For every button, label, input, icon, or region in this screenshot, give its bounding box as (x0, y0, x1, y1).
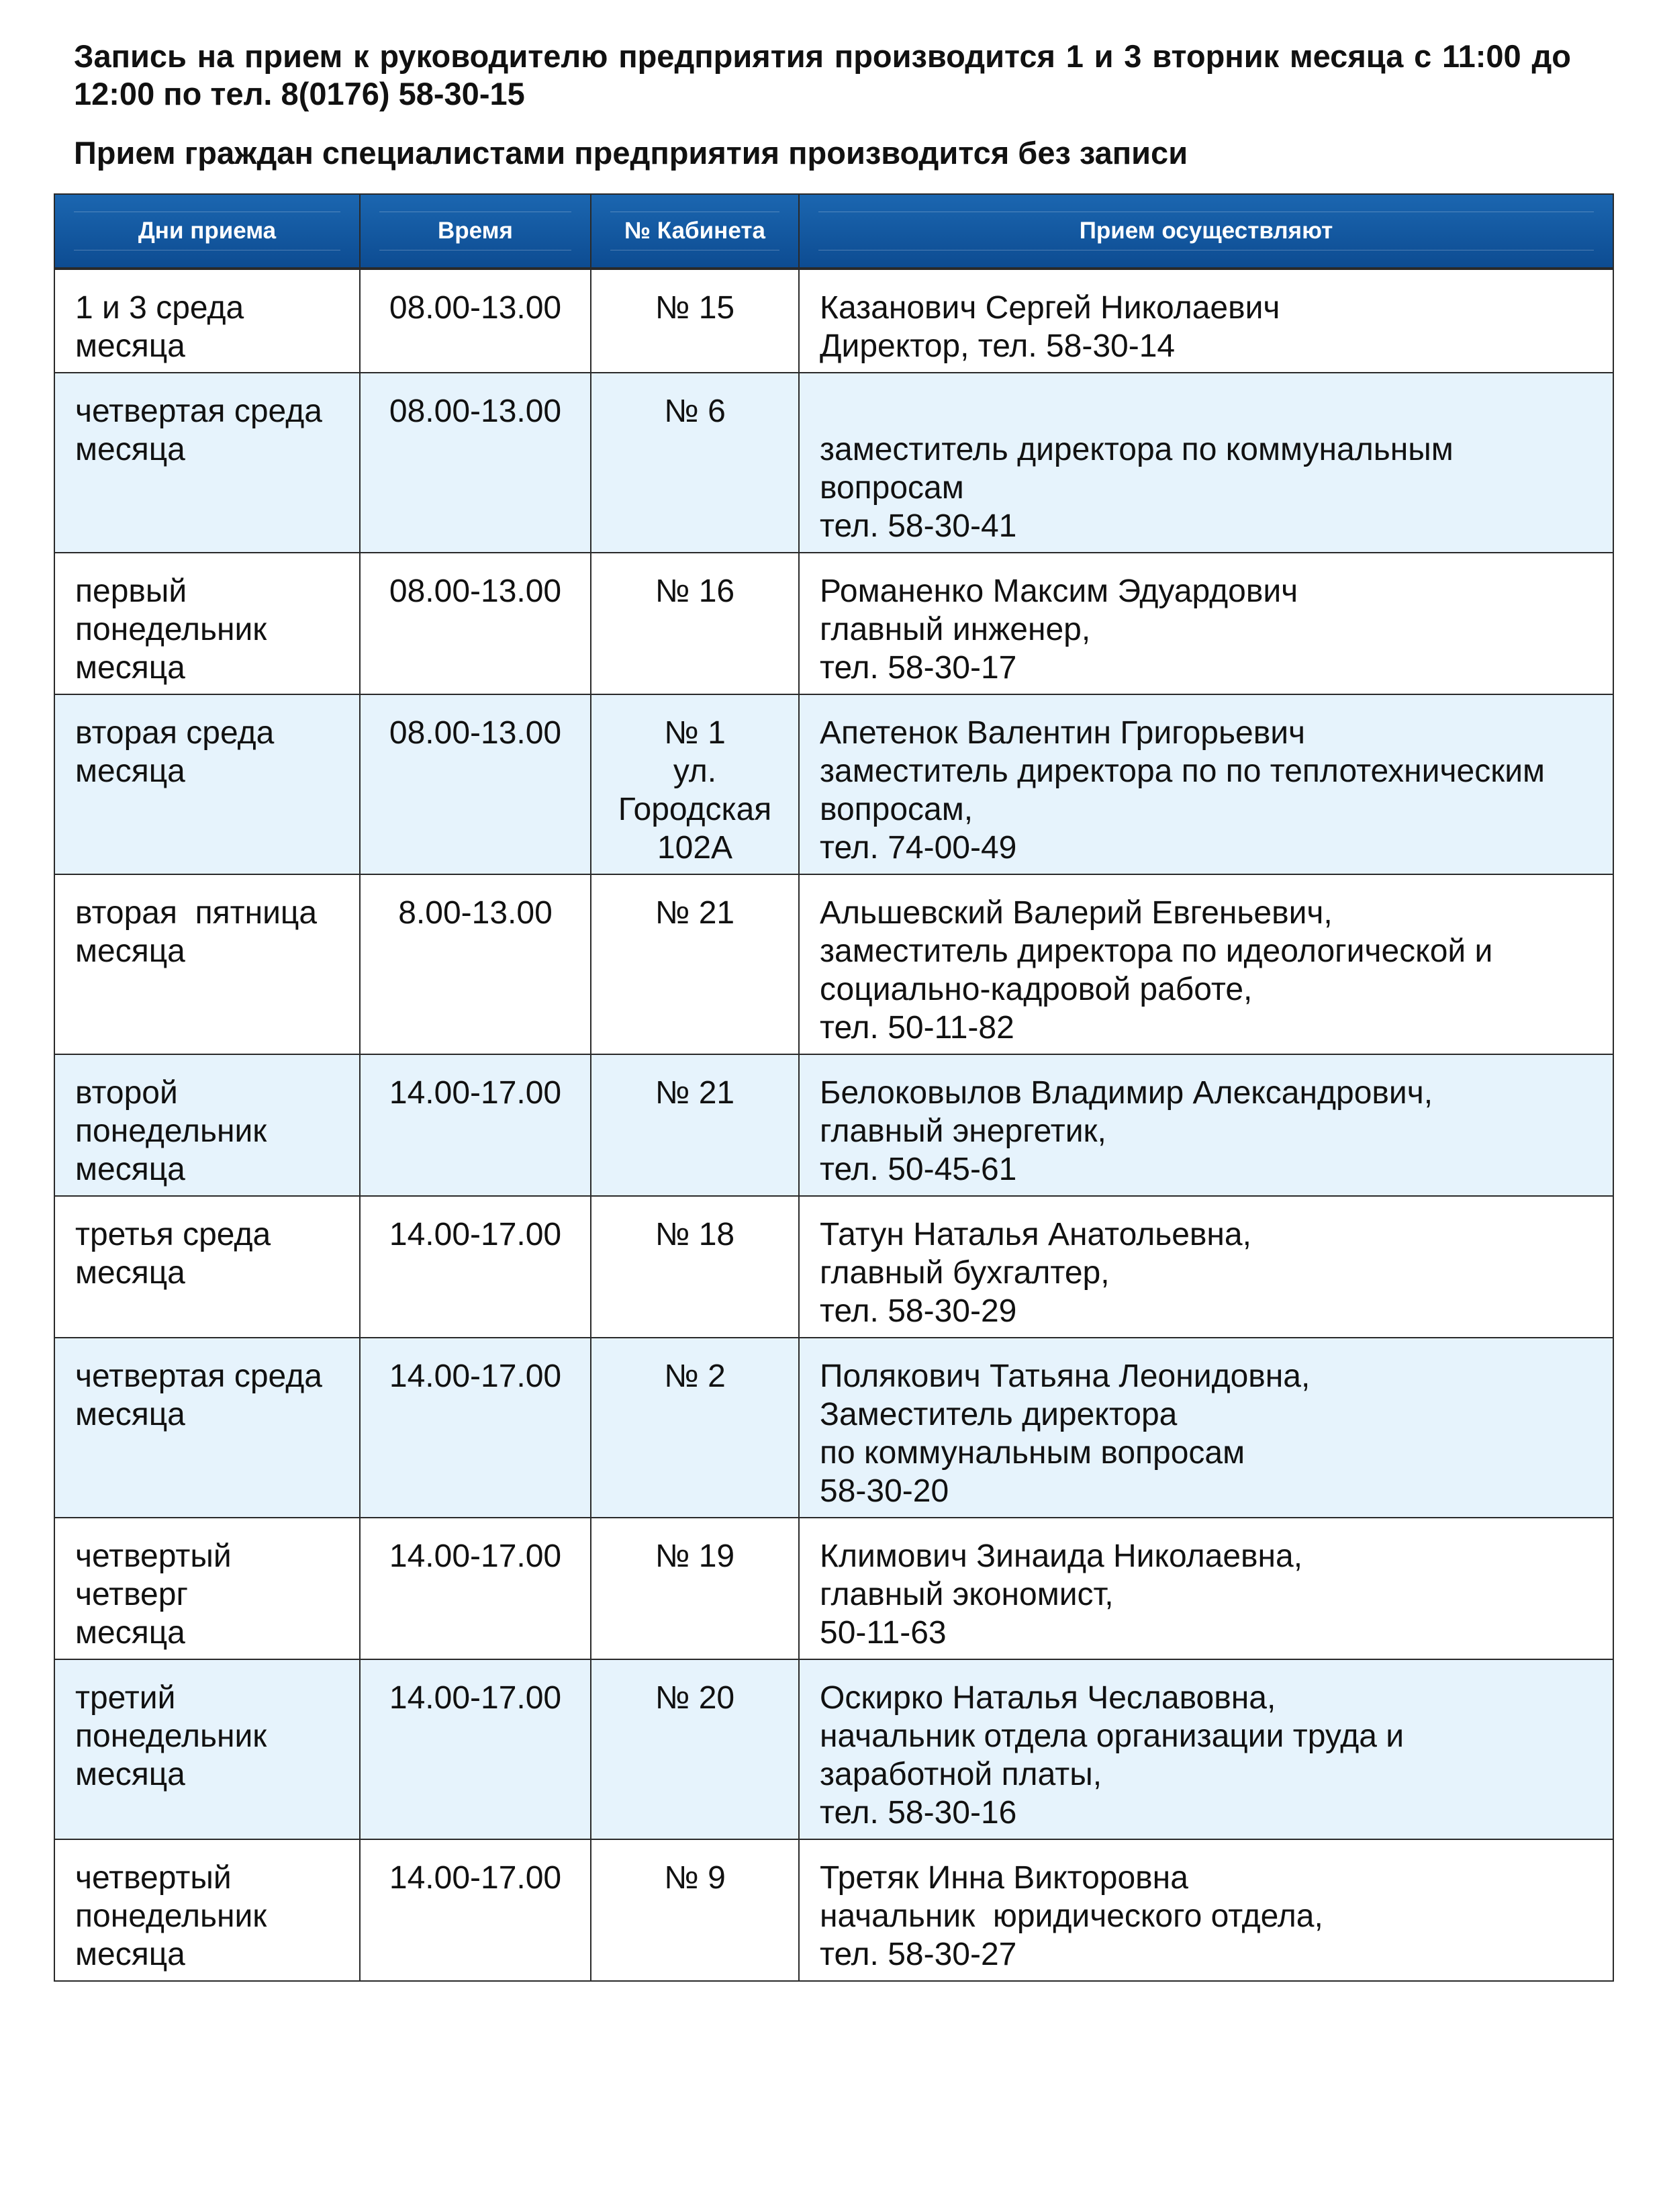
days-line: третья среда (75, 1217, 271, 1252)
table-row (54, 1839, 1613, 1981)
reception-schedule-table (54, 193, 1614, 1982)
official-line: начальник отдела организации труда и (820, 1718, 1405, 1754)
time-value: 08.00-13.00 (389, 573, 562, 609)
cell-room (591, 874, 799, 1054)
cell-official (799, 1338, 1613, 1518)
cell-official (799, 1518, 1613, 1659)
cell-official (799, 1839, 1613, 1981)
days-line: месяца (75, 650, 185, 686)
days-line: месяца (75, 1937, 185, 1972)
official-line: тел. 58-30-29 (820, 1293, 1017, 1329)
days-line: понедельник (75, 1718, 267, 1754)
room-line: № 21 (655, 1075, 735, 1111)
time-value: 14.00-17.00 (389, 1075, 562, 1111)
time-value: 14.00-17.00 (389, 1538, 562, 1574)
cell-room (591, 1054, 799, 1196)
official-line: главный бухгалтер, (820, 1255, 1110, 1291)
cell-room (591, 1659, 799, 1839)
cell-time (360, 269, 591, 373)
table-row (54, 269, 1613, 373)
table-row (54, 694, 1613, 874)
official-line: начальник юридического отдела, (820, 1898, 1323, 1934)
days-line: первый (75, 573, 187, 609)
cell-time (360, 553, 591, 694)
days-line: понедельник (75, 1898, 267, 1934)
cell-room (591, 1196, 799, 1338)
time-value: 08.00-13.00 (389, 290, 562, 326)
days-line: месяца (75, 1397, 185, 1432)
cell-days (54, 1338, 360, 1518)
header-days (54, 194, 360, 269)
official-line: тел. 50-11-82 (820, 1010, 1014, 1046)
days-line: четвертый (75, 1538, 232, 1574)
cell-days (54, 694, 360, 874)
official-line: вопросам, (820, 792, 973, 827)
intro-appointment-text: Запись на прием к руководителю предприятия производится 1 и 3 вторник месяца с 11:00 до 12:00 по тел. 8(0176) 58-30-15 (74, 38, 1571, 111)
header-time (360, 194, 591, 269)
room-line: № 15 (655, 290, 735, 326)
table-row (54, 1518, 1613, 1659)
cell-days (54, 553, 360, 694)
cell-time (360, 1054, 591, 1196)
days-line: третий (75, 1680, 176, 1716)
official-line: тел. 58-30-17 (820, 650, 1017, 686)
official-line: тел. 50-45-61 (820, 1152, 1017, 1187)
cell-room (591, 1338, 799, 1518)
official-line: тел. 58-30-27 (820, 1937, 1017, 1972)
cell-time (360, 1196, 591, 1338)
cell-official (799, 874, 1613, 1054)
cell-room (591, 553, 799, 694)
official-line: вопросам (820, 470, 964, 506)
header-who-label: Прием осуществляют (818, 212, 1594, 250)
official-line: тел. 58-30-16 (820, 1795, 1017, 1831)
cell-room (591, 373, 799, 553)
cell-days (54, 1518, 360, 1659)
time-value: 14.00-17.00 (389, 1680, 562, 1716)
table-body (54, 269, 1613, 1981)
header-room-label: № Кабинета (610, 212, 779, 250)
days-line: месяца (75, 1255, 185, 1291)
official-line: Татун Наталья Анатольевна, (820, 1217, 1251, 1252)
official-line: Апетенок Валентин Григорьевич (820, 715, 1306, 751)
table-row (54, 1338, 1613, 1518)
official-line: Климович Зинаида Николаевна, (820, 1538, 1303, 1574)
room-line: ул. (673, 753, 717, 789)
cell-official (799, 553, 1613, 694)
time-value: 14.00-17.00 (389, 1860, 562, 1896)
room-line: № 21 (655, 895, 735, 931)
days-line: четверг (75, 1577, 188, 1612)
days-line: месяца (75, 1757, 185, 1792)
room-line: № 1 (664, 715, 726, 751)
official-line: Полякович Татьяна Леонидовна, (820, 1358, 1311, 1394)
room-line: № 19 (655, 1538, 735, 1574)
header-days-label: Дни приема (74, 212, 340, 250)
days-line: 1 и 3 среда (75, 290, 244, 326)
room-line: № 9 (664, 1860, 726, 1896)
official-line: тел. 74-00-49 (820, 830, 1017, 866)
table-row (54, 373, 1613, 553)
room-line: № 20 (655, 1680, 735, 1716)
official-line: Директор, тел. 58-30-14 (820, 328, 1176, 364)
room-line: № 16 (655, 573, 735, 609)
official-line: по коммунальным вопросам (820, 1435, 1245, 1471)
official-line: Заместитель директора (820, 1397, 1178, 1432)
time-value: 14.00-17.00 (389, 1217, 562, 1252)
cell-time (360, 1659, 591, 1839)
days-line: месяца (75, 753, 185, 789)
days-line: месяца (75, 1152, 185, 1187)
official-line: тел. 58-30-41 (820, 508, 1017, 544)
official-line: 50-11-63 (820, 1615, 947, 1651)
official-line: Казанович Сергей Николаевич (820, 290, 1280, 326)
official-line: главный экономист, (820, 1577, 1114, 1612)
header-time-label: Время (379, 212, 571, 250)
cell-days (54, 1196, 360, 1338)
cell-days (54, 373, 360, 553)
header-row (54, 194, 1613, 269)
cell-time (360, 1518, 591, 1659)
cell-time (360, 1839, 591, 1981)
official-line: заместитель директора по коммунальным (820, 432, 1454, 467)
days-line: месяца (75, 1615, 185, 1651)
cell-time (360, 1338, 591, 1518)
cell-days (54, 269, 360, 373)
cell-official (799, 1196, 1613, 1338)
official-line: социально-кадровой работе, (820, 972, 1253, 1007)
days-line: понедельник (75, 1113, 267, 1149)
room-line: № 18 (655, 1217, 735, 1252)
cell-room (591, 694, 799, 874)
official-line: заместитель директора по идеологической и (820, 933, 1493, 969)
days-line: месяца (75, 328, 185, 364)
cell-official (799, 373, 1613, 553)
official-line: Романенко Максим Эдуардович (820, 573, 1298, 609)
official-line: Белоковылов Владимир Александрович, (820, 1075, 1433, 1111)
official-line: Третяк Инна Викторовна (820, 1860, 1188, 1896)
cell-official (799, 1659, 1613, 1839)
room-line: Городская (618, 792, 772, 827)
days-line: вторая среда (75, 715, 275, 751)
cell-official (799, 1054, 1613, 1196)
cell-days (54, 1659, 360, 1839)
cell-room (591, 1839, 799, 1981)
days-line: четвертая среда (75, 394, 322, 429)
official-line: Оскирко Наталья Чеславовна, (820, 1680, 1276, 1716)
cell-days (54, 1054, 360, 1196)
official-line: главный энергетик, (820, 1113, 1106, 1149)
official-line: Альшевский Валерий Евгеньевич, (820, 895, 1333, 931)
days-line: вторая пятница (75, 895, 318, 931)
days-line: месяца (75, 432, 185, 467)
days-line: второй (75, 1075, 178, 1111)
table-row (54, 553, 1613, 694)
header-who (799, 194, 1613, 269)
header-room (591, 194, 799, 269)
days-line: понедельник (75, 612, 267, 647)
table-header (54, 194, 1613, 269)
room-line: № 6 (664, 394, 726, 429)
cell-time (360, 694, 591, 874)
time-value: 14.00-17.00 (389, 1358, 562, 1394)
table-row (54, 1196, 1613, 1338)
table-row (54, 1054, 1613, 1196)
days-line: четвертый (75, 1860, 232, 1896)
days-line: месяца (75, 933, 185, 969)
time-value: 8.00-13.00 (398, 895, 553, 931)
intro-walk-in-text: Прием граждан специалистами предприятия производится без записи (74, 135, 1188, 171)
cell-room (591, 269, 799, 373)
official-line: заработной платы, (820, 1757, 1102, 1792)
official-line (820, 392, 1592, 430)
table-row (54, 874, 1613, 1054)
official-line: заместитель директора по по теплотехническим (820, 753, 1545, 789)
cell-room (591, 1518, 799, 1659)
cell-days (54, 874, 360, 1054)
official-line: главный инженер, (820, 612, 1091, 647)
cell-time (360, 373, 591, 553)
cell-official (799, 694, 1613, 874)
room-line: № 2 (664, 1358, 726, 1394)
cell-days (54, 1839, 360, 1981)
room-line: 102А (657, 830, 733, 866)
time-value: 08.00-13.00 (389, 394, 562, 429)
table-row (54, 1659, 1613, 1839)
official-line: 58-30-20 (820, 1473, 949, 1509)
time-value: 08.00-13.00 (389, 715, 562, 751)
cell-time (360, 874, 591, 1054)
cell-official (799, 269, 1613, 373)
days-line: четвертая среда (75, 1358, 322, 1394)
